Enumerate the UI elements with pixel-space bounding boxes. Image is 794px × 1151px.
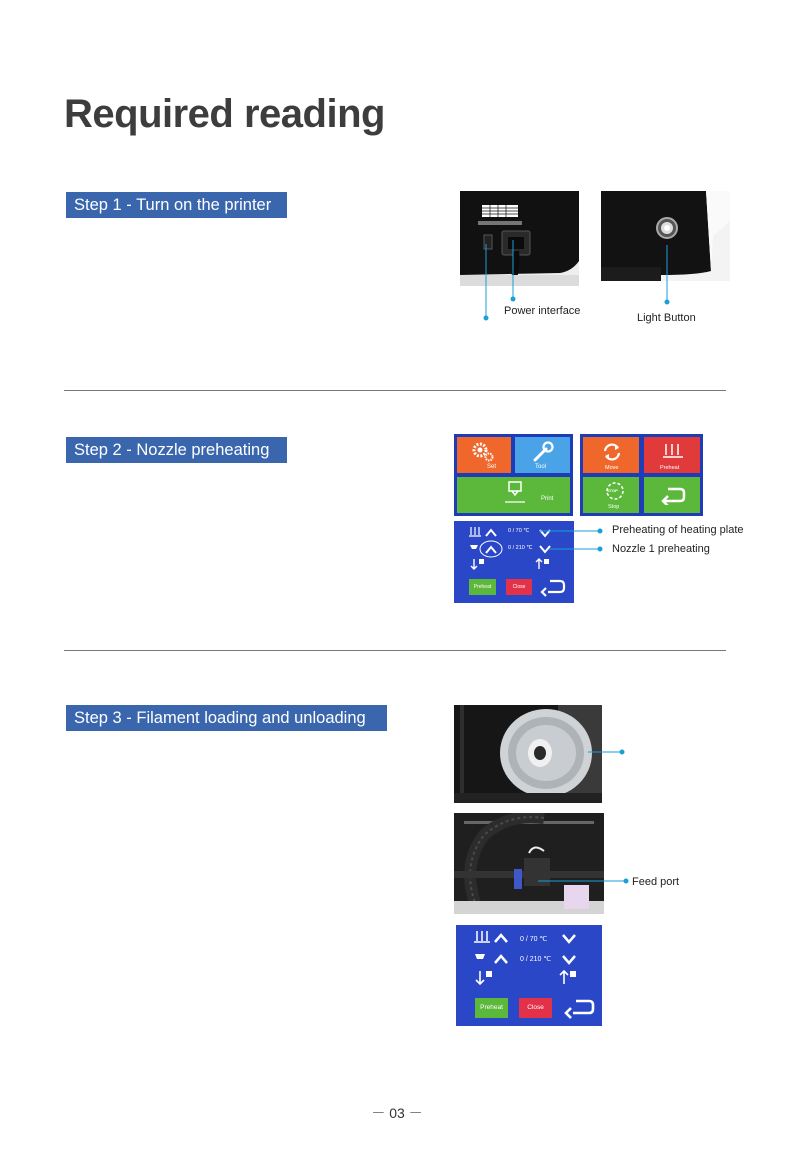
preheat-screen-step3 [456, 925, 602, 1026]
preheat-label: Preheat [660, 465, 680, 471]
print-label: Print [541, 496, 554, 502]
light-button-label: Light Button [637, 312, 696, 324]
menu-screen-2 [580, 434, 703, 516]
tool-tile [515, 437, 570, 473]
page-title: Required reading [64, 92, 385, 136]
gear-icon [471, 441, 495, 463]
refresh-icon [602, 442, 622, 462]
stop-badge: STOP [607, 488, 618, 493]
section-divider [64, 390, 726, 391]
preheat-button[interactable]: Preheat [475, 998, 508, 1018]
heat-waves-icon [662, 442, 684, 460]
plate-temp-value: 0 / 70 ℃ [508, 528, 530, 534]
preheat-button[interactable]: Preheat [469, 579, 496, 595]
close-button[interactable]: Close [519, 998, 552, 1018]
nozzle-preheating-label: Nozzle 1 preheating [612, 543, 710, 555]
power-interface-label: Power interface [504, 305, 581, 317]
print-tile [457, 477, 570, 513]
return-arrow-icon [660, 485, 686, 505]
nozzle-temp-value: 0 / 210 ℃ [508, 545, 533, 551]
step2-callouts [540, 520, 610, 560]
section-divider [64, 650, 726, 651]
wrench-icon [531, 440, 555, 464]
printer-nozzle-icon [505, 480, 525, 506]
set-tile [457, 437, 511, 473]
move-label: Move [605, 465, 619, 471]
step-3-heading: Step 3 - Filament loading and unloading [66, 705, 387, 731]
tool-label: Tool [535, 464, 547, 470]
step-1-heading: Step 1 - Turn on the printer [66, 192, 287, 218]
back-tile [644, 477, 700, 513]
set-label: Set [487, 464, 497, 470]
step3-callouts [538, 740, 638, 890]
heating-plate-label: Preheating of heating plate [612, 524, 744, 536]
menu-screen-1 [454, 434, 573, 516]
step-2-heading: Step 2 - Nozzle preheating [66, 437, 287, 463]
move-tile [583, 437, 639, 473]
page-number: － 03 － [371, 1105, 423, 1121]
plate-temp-value: 0 / 70 ℃ [520, 936, 548, 943]
close-button[interactable]: Close [506, 579, 532, 595]
feed-port-label: Feed port [632, 876, 680, 888]
stop-label: Stop [608, 504, 620, 510]
nozzle-temp-value: 0 / 210 ℃ [520, 956, 552, 963]
preheat-tile [644, 437, 700, 473]
stop-tile [583, 477, 639, 513]
